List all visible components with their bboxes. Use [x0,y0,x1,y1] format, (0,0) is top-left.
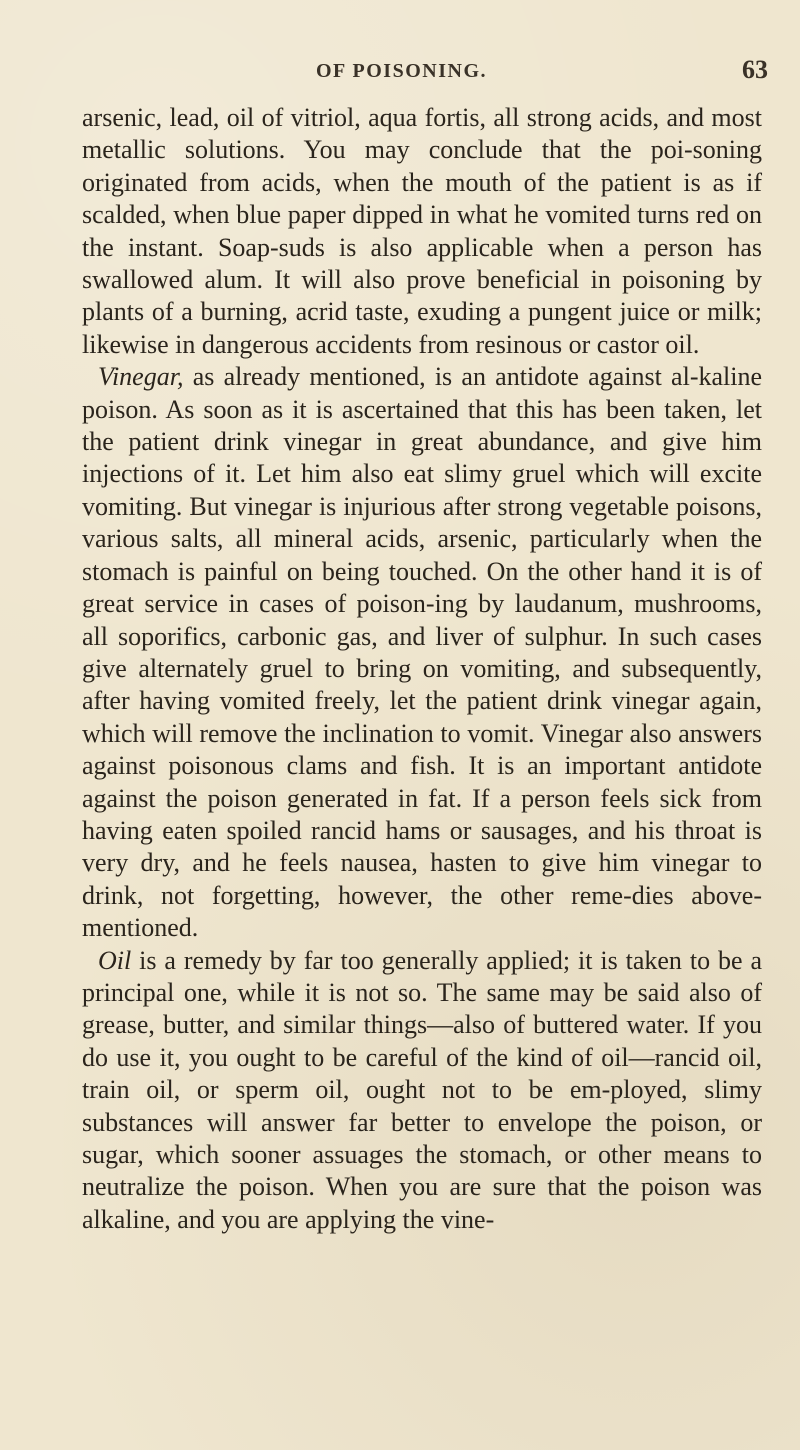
page-number: 63 [742,55,768,84]
paragraph-oil [82,945,762,1237]
body-text [82,102,762,1236]
oil-term: Oil [98,945,132,975]
oil-body: is a remedy by far too generally applied; it is taken to be a principal one, while it is not so. The same may be said also of grease, butter, and similar things—also of buttered water. If you do use it, you ought to be careful of the kind of oil—rancid oil, train oil, or sperm oil, ought not to be em-ployed, slimy substances will answer far better to envelope the poison, or sugar, which sooner assuages the stomach, or other means to neutralize the poison. When you are sure that the poison was alkaline, and you are applying the vine- [82,945,762,1234]
running-head-title: OF POISONING. [316,60,487,82]
vinegar-term: Vinegar, [98,362,184,392]
paragraph-vinegar [82,361,762,944]
vinegar-body: as already mentioned, is an antidote against al-kaline poison. As soon as it is ascertained that this has been taken, let the patient drink vinegar in great abundance, and give him injections of it. Let him also eat slimy gruel which will excite vomiting. But vinegar is injurious after strong vegetable poisons, various salts, all mineral acids, arsenic, particularly when the stomach is painful on being touched. On the other hand it is of great service in cases of poison-ing by laudanum, mushrooms, all soporifics, carbonic gas, and liver of sulphur. In such cases give alternately gruel to bring on vomiting, and subsequently, after having vomited freely, let the patient drink vinegar again, which will remove the inclination to vomit. Vinegar also answers against poisonous clams and fish. It is an important antidote against the poison generated in fat. If a person feels sick from having eaten spoiled rancid hams or sausages, and his throat is very dry, and he feels nausea, hasten to give him vinegar to drink, not forgetting, however, the other reme-dies above-mentioned. [82,362,762,943]
running-head [0,0,800,100]
paragraph-arsenic-acids: arsenic, lead, oil of vitriol, aqua fortis, all strong acids, and most metallic solutions. You may conclude that the poi-soning originated from acids, when the mouth of the patient is as if scalded, when blue paper dipped in what he vomited turns red on the instant. Soap-suds is also applicable when a person has swallowed alum. It will also prove beneficial in poisoning by plants of a burning, acrid taste, exuding a pungent juice or milk; likewise in dangerous accidents from resinous or castor oil. [82,103,762,359]
